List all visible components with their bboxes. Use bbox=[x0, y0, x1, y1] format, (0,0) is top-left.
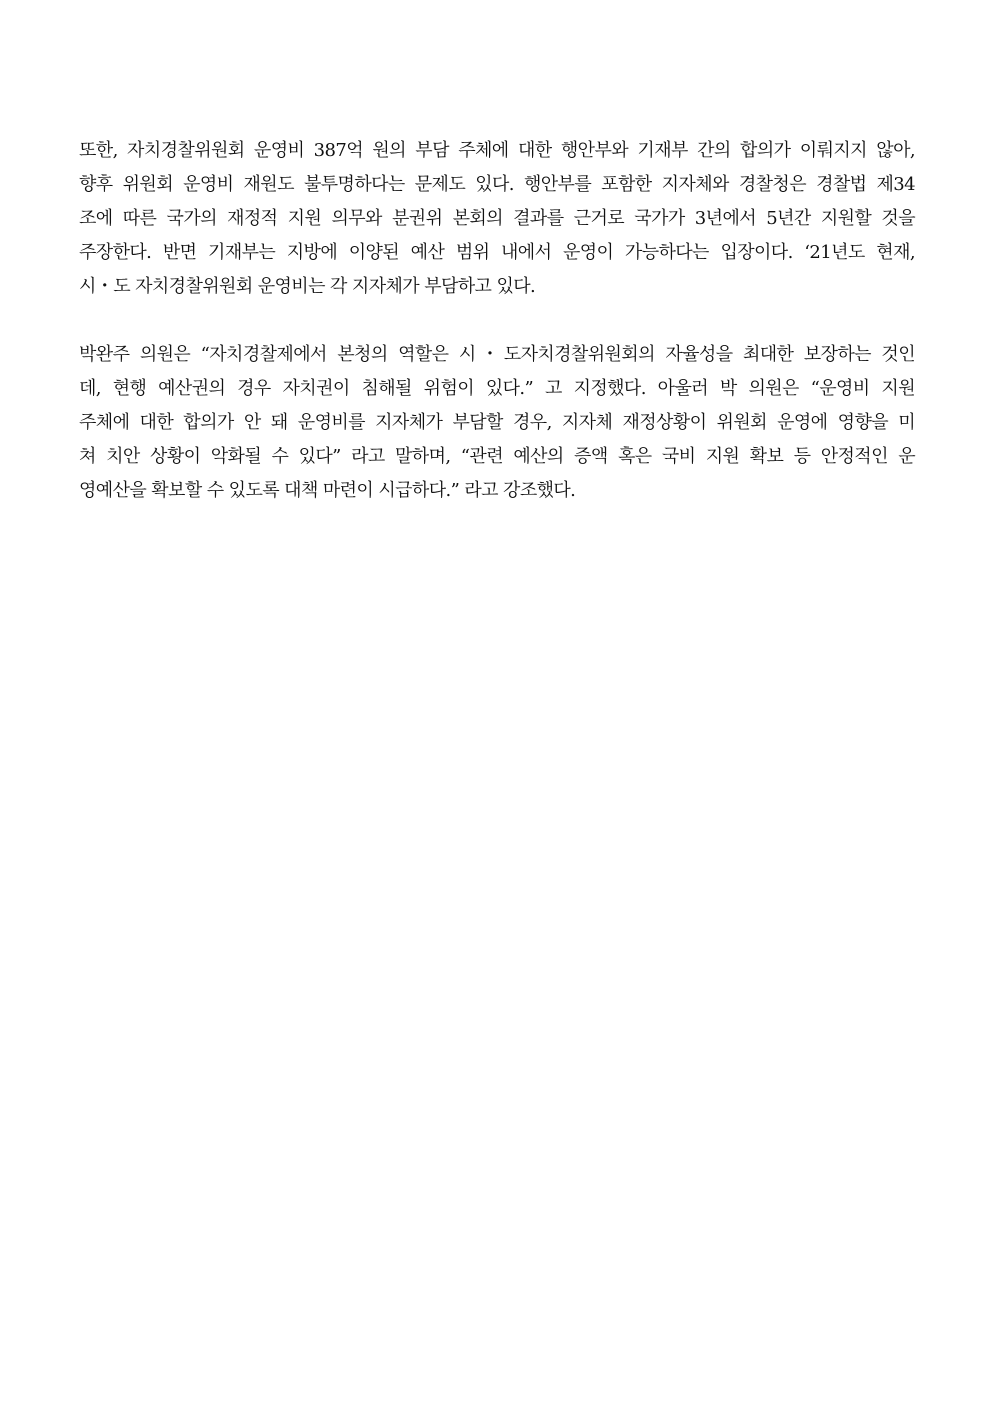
document-body bbox=[79, 134, 915, 508]
text-line: 주체에 대한 합의가 안 돼 운영비를 지자체가 부담할 경우, 지자체 재정상황이 위원회 운영에 영향을 미 bbox=[79, 412, 915, 433]
paragraph-budget-issue bbox=[79, 134, 915, 304]
paragraph-lawmaker-quote bbox=[79, 338, 915, 508]
text-line: 데, 현행 예산권의 경우 자치권이 침해될 위험이 있다.” 고 지정했다. 아울러 박 의원은 “운영비 지원 bbox=[79, 378, 915, 399]
text-line: 또한, 자치경찰위원회 운영비 387억 원의 부담 주체에 대한 행안부와 기재부 간의 합의가 이뤄지지 않아, bbox=[79, 140, 915, 161]
text-line: 시・도 자치경찰위원회 운영비는 각 지자체가 부담하고 있다. bbox=[79, 276, 536, 297]
text-line: 박완주 의원은 “자치경찰제에서 본청의 역할은 시・도자치경찰위원회의 자율성을 최대한 보장하는 것인 bbox=[79, 344, 915, 365]
text-line: 조에 따른 국가의 재정적 지원 의무와 분권위 본회의 결과를 근거로 국가가 3년에서 5년간 지원할 것을 bbox=[79, 208, 915, 229]
text-line: 주장한다. 반면 기재부는 지방에 이양된 예산 범위 내에서 운영이 가능하다는 입장이다. ‘21년도 현재, bbox=[79, 242, 915, 263]
text-line: 쳐 치안 상황이 악화될 수 있다” 라고 말하며, “관련 예산의 증액 혹은 국비 지원 확보 등 안정적인 운 bbox=[79, 446, 915, 467]
text-line: 향후 위원회 운영비 재원도 불투명하다는 문제도 있다. 행안부를 포함한 지자체와 경찰청은 경찰법 제34 bbox=[79, 174, 915, 195]
text-line: 영예산을 확보할 수 있도록 대책 마련이 시급하다.” 라고 강조했다. bbox=[79, 480, 576, 501]
